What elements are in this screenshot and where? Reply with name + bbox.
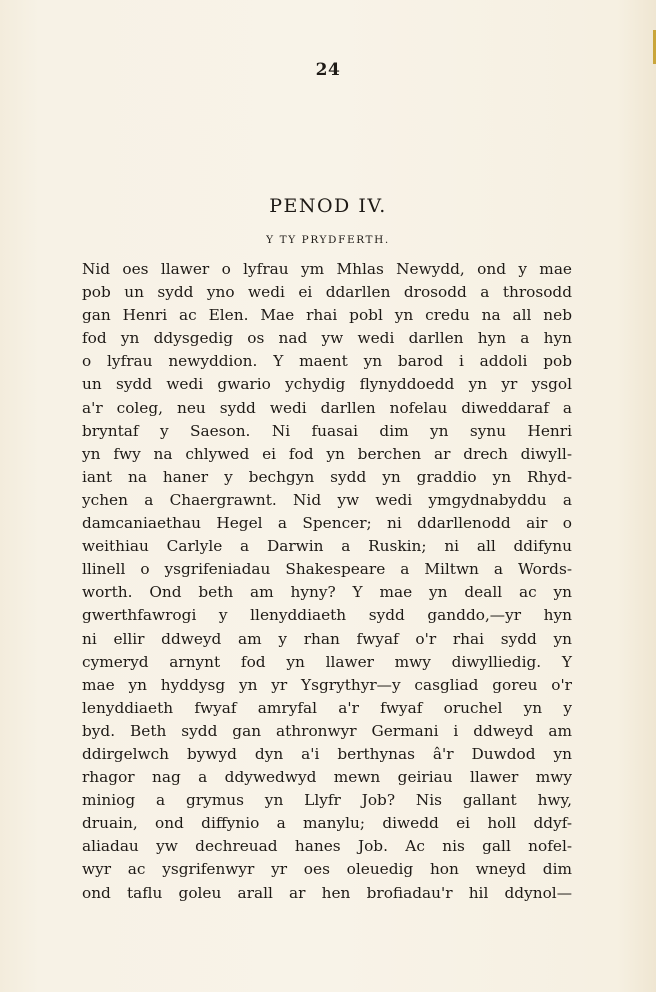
text-line: a'r coleg, neu sydd wedi darllen nofelau diweddaraf a bbox=[82, 398, 572, 417]
text-line: pob un sydd yno wedi ei ddarllen drosodd a throsodd bbox=[82, 283, 572, 302]
text-line: lenyddiaeth fwyaf amryfal a'r fwyaf oruchel yn y bbox=[82, 698, 572, 717]
text-line: ni ellir ddweyd am y rhan fwyaf o'r rhai sydd yn bbox=[82, 629, 572, 648]
chapter-subtitle: Y TY PRYDFERTH. bbox=[266, 234, 390, 246]
text-line: aliadau yw dechreuad hanes Job. Ac nis gall nofel- bbox=[82, 837, 572, 856]
text-line: yn fwy na chlywed ei fod yn berchen ar drech diwyll- bbox=[82, 444, 572, 463]
text-line: wyr ac ysgrifenwyr yr oes oleuedig hon wneyd dim bbox=[82, 860, 572, 879]
text-line: mae yn hyddysg yn yr Ysgrythyr—y casgliad goreu o'r bbox=[82, 675, 572, 694]
text-line: gwerthfawrogi y llenyddiaeth sydd ganddo,—yr hyn bbox=[82, 606, 572, 625]
text-line: un sydd wedi gwario ychydig flynyddoedd yn yr ysgol bbox=[82, 375, 572, 394]
body-text bbox=[82, 258, 572, 905]
text-line: worth. Ond beth am hyny? Y mae yn deall ac yn bbox=[82, 583, 572, 602]
text-line: o lyfrau newyddion. Y maent yn barod i addoli pob bbox=[82, 352, 572, 371]
text-line: byd. Beth sydd gan athronwyr Germani i ddweyd am bbox=[82, 721, 572, 740]
text-line: llinell o ysgrifeniadau Shakespeare a Miltwn a Words- bbox=[82, 560, 572, 579]
text-line: bryntaf y Saeson. Ni fuasai dim yn synu Henri bbox=[82, 421, 572, 440]
chapter-title: PENOD IV. bbox=[269, 195, 387, 217]
text-line: druain, ond diffynio a manylu; diwedd ei holl ddyf- bbox=[82, 814, 572, 833]
page-number: 24 bbox=[315, 60, 341, 80]
text-line: gan Henri ac Elen. Mae rhai pobl yn credu na all neb bbox=[82, 306, 572, 325]
text-line: weithiau Carlyle a Darwin a Ruskin; ni all ddifynu bbox=[82, 537, 572, 556]
text-line: Nid oes llawer o lyfrau ym Mhlas Newydd, ond y mae bbox=[82, 260, 572, 278]
text-line: ddirgelwch bywyd dyn a'i berthynas â'r Duwdod yn bbox=[82, 744, 572, 763]
text-line: ond taflu goleu arall ar hen brofiadau'r hil ddynol— bbox=[82, 883, 572, 902]
text-line: miniog a grymus yn Llyfr Job? Nis gallant hwy, bbox=[82, 791, 572, 810]
text-line: iant na haner y bechgyn sydd yn graddio yn Rhyd- bbox=[82, 467, 572, 486]
text-line: fod yn ddysgedig os nad yw wedi darllen hyn a hyn bbox=[82, 329, 572, 348]
text-line: cymeryd arnynt fod yn llawer mwy diwylliedig. Y bbox=[82, 652, 572, 671]
text-line: rhagor nag a ddywedwyd mewn geiriau llawer mwy bbox=[82, 768, 572, 787]
text-line: ychen a Chaergrawnt. Nid yw wedi ymgydnabyddu a bbox=[82, 490, 572, 509]
text-line: damcaniaethau Hegel a Spencer; ni ddarllenodd air o bbox=[82, 514, 572, 533]
